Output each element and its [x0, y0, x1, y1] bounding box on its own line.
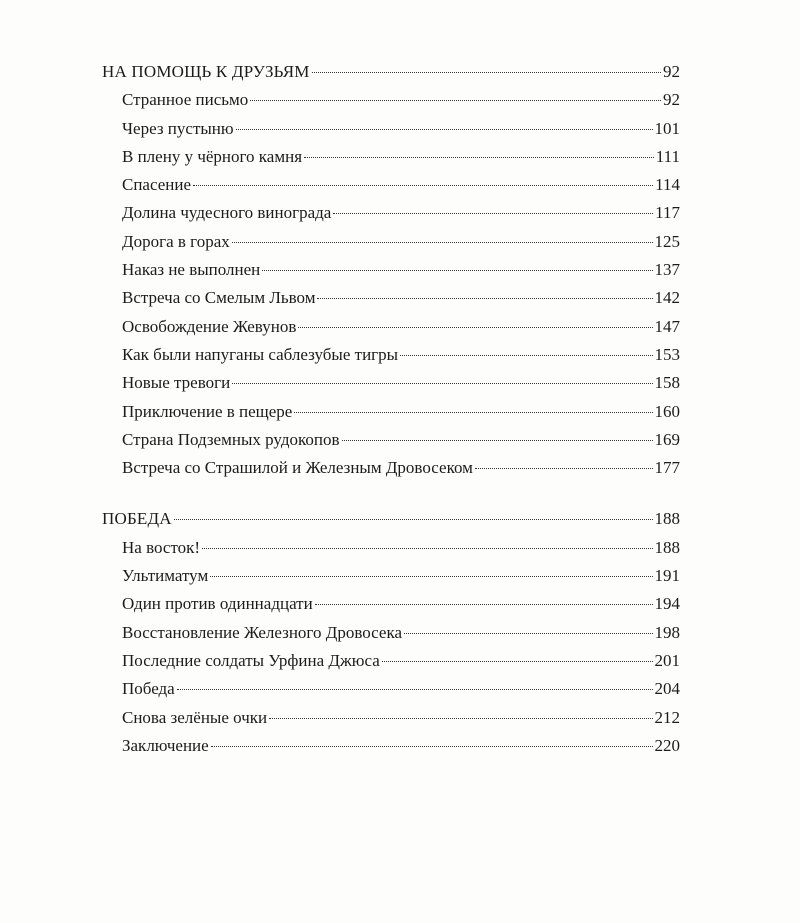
chapter-page-number: 147 — [654, 316, 680, 336]
dot-leader — [475, 468, 653, 469]
dot-leader — [193, 185, 653, 186]
dot-leader — [202, 548, 652, 549]
chapter-page-number: 153 — [654, 344, 680, 364]
chapter-page-number: 101 — [654, 118, 680, 138]
chapter-title: Спасение — [122, 175, 192, 195]
chapter-page-number: 160 — [654, 401, 680, 421]
dot-leader — [210, 576, 652, 577]
chapter-title: Последние солдаты Урфина Джюса — [122, 650, 380, 670]
toc-section-na-pomoshch — [102, 58, 680, 482]
section-title: ПОБЕДА — [102, 509, 172, 529]
chapter-entry — [102, 341, 680, 369]
chapter-title: Странное письмо — [122, 90, 249, 110]
chapter-page-number: 212 — [654, 707, 680, 727]
chapter-entry — [102, 171, 680, 199]
chapter-page-number: 114 — [655, 175, 680, 195]
chapter-page-number: 158 — [654, 373, 680, 393]
chapter-title: Ультиматум — [122, 566, 209, 586]
dot-leader — [400, 355, 652, 356]
chapter-page-number: 111 — [655, 146, 680, 166]
chapter-entry — [102, 143, 680, 171]
chapter-entry — [102, 732, 680, 760]
chapter-entry — [102, 398, 680, 426]
dot-leader — [211, 746, 653, 747]
dot-leader — [304, 157, 654, 158]
chapter-page-number: 194 — [654, 594, 680, 614]
chapter-page-number: 142 — [654, 288, 680, 308]
dot-leader — [382, 661, 653, 662]
chapter-entry — [102, 590, 680, 618]
dot-leader — [315, 604, 653, 605]
chapter-title: Через пустыню — [122, 118, 234, 138]
chapter-page-number: 191 — [654, 566, 680, 586]
chapter-page-number: 188 — [654, 537, 680, 557]
section-page-number: 188 — [654, 509, 680, 529]
chapter-entry — [102, 454, 680, 482]
chapter-page-number: 117 — [655, 203, 680, 223]
chapter-title: Долина чудесного винограда — [122, 203, 332, 223]
chapter-entry — [102, 534, 680, 562]
chapter-title: Новые тревоги — [122, 373, 231, 393]
chapter-title: Снова зелёные очки — [122, 707, 268, 727]
dot-leader — [269, 718, 652, 719]
chapter-title: Дорога в горах — [122, 231, 230, 251]
chapter-title: Страна Подземных рудокопов — [122, 429, 340, 449]
chapter-entry — [102, 284, 680, 312]
dot-leader — [232, 383, 652, 384]
table-of-contents — [102, 58, 680, 760]
toc-section-pobeda — [102, 505, 680, 760]
chapter-entry — [102, 562, 680, 590]
chapter-title: На восток! — [122, 537, 201, 557]
chapter-page-number: 201 — [654, 650, 680, 670]
chapter-entry — [102, 675, 680, 703]
dot-leader — [404, 633, 653, 634]
chapter-entry — [102, 313, 680, 341]
chapter-title: Наказ не выполнен — [122, 260, 261, 280]
dot-leader — [298, 327, 652, 328]
chapter-entry — [102, 86, 680, 114]
chapter-page-number: 177 — [654, 458, 680, 478]
section-page-number: 92 — [663, 62, 680, 81]
dot-leader — [232, 242, 653, 243]
chapter-page-number: 204 — [654, 679, 680, 699]
chapter-title: Встреча со Страшилой и Железным Дровосеком — [122, 458, 473, 478]
dot-leader — [342, 440, 653, 441]
chapter-page-number: 169 — [654, 429, 680, 449]
dot-leader — [250, 100, 661, 101]
dot-leader — [294, 412, 652, 413]
chapter-title: Один против одиннадцати — [122, 594, 313, 614]
dot-leader — [174, 519, 653, 520]
chapter-title: Как были напуганы саблезубые тигры — [122, 344, 399, 364]
section-heading — [102, 505, 680, 533]
dot-leader — [236, 129, 653, 130]
dot-leader — [312, 72, 661, 73]
chapter-title: Приключение в пещере — [122, 401, 293, 421]
chapter-entry — [102, 228, 680, 256]
dot-leader — [177, 689, 653, 690]
section-title: НА ПОМОЩЬ К ДРУЗЬЯМ — [102, 62, 310, 81]
chapter-page-number: 198 — [654, 622, 680, 642]
chapter-page-number: 125 — [654, 231, 680, 251]
chapter-entry — [102, 199, 680, 227]
section-heading — [102, 58, 680, 86]
chapter-entry — [102, 115, 680, 143]
chapter-title: В плену у чёрного камня — [122, 146, 303, 166]
chapter-title: Встреча со Смелым Львом — [122, 288, 316, 308]
chapter-page-number: 92 — [663, 90, 680, 110]
chapter-title: Восстановление Железного Дровосека — [122, 622, 402, 642]
chapter-title: Освобождение Жевунов — [122, 316, 297, 336]
chapter-title: Победа — [122, 679, 175, 699]
dot-leader — [262, 270, 652, 271]
chapter-entry — [102, 704, 680, 732]
chapter-entry — [102, 619, 680, 647]
chapter-entry — [102, 369, 680, 397]
chapter-title: Заключение — [122, 735, 209, 755]
dot-leader — [333, 213, 653, 214]
chapter-entry — [102, 426, 680, 454]
dot-leader — [317, 298, 652, 299]
chapter-entry — [102, 256, 680, 284]
chapter-entry — [102, 647, 680, 675]
chapter-page-number: 137 — [654, 260, 680, 280]
chapter-page-number: 220 — [654, 735, 680, 755]
